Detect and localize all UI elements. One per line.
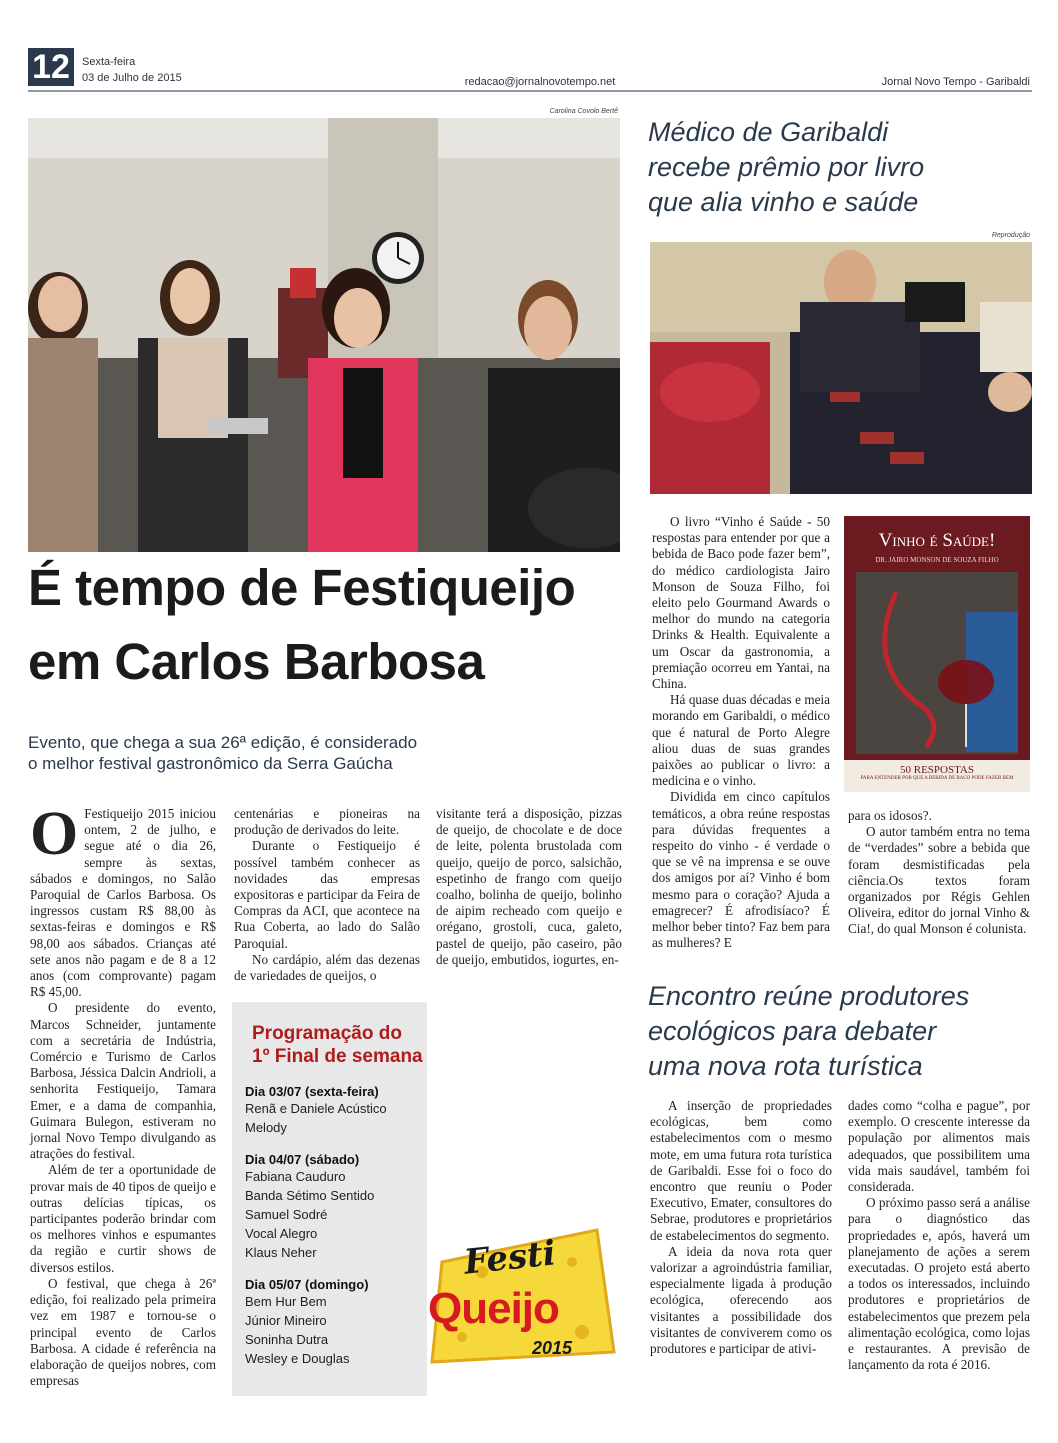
program-item: Renã e Daniele Acústico <box>245 1101 387 1116</box>
paragraph: No cardápio, além das dezenas de variedades de queijos, o <box>234 951 420 984</box>
paragraph: Dividida em cinco capítulos temáticos, a obra reúne respostas para dúvidas frequentes a respeito do vinho - é verdade o que se vê na imprensa e se ouve dos amigos por aí? Vinho é bom mesmo para o coração? Ajuda a emagrecer? É afrodisíaco? É melhor beber tinto? Faz bem para as mulheres? E <box>652 789 830 951</box>
article3-col1 <box>650 1098 832 1357</box>
paragraph: O próximo passo será a análise para o diagnóstico das propriedades e, após, haverá um planejamento de ações a serem executadas. O projeto está aberto a todos os interessados, incluindo produtores e proprietários de estabelecimentos que prezem pela alimentação ecológica, como lojas e restaurantes. A previsão de lançamento da rota é 2016. <box>848 1195 1030 1373</box>
program-box <box>232 1002 427 1396</box>
paragraph: O presidente do evento, Marcos Schneider, juntamente com a secretária de Indústria, Comércio e Turismo de Carlos Barbosa, Jéssica Dalcin Andrioli, a senhorita Festiqueijo, Tamara Emer, e a dama de companhia, Guimara Bulegon, estiveram no jornal Novo Tempo divulgando as atrações do festival. <box>30 1000 216 1162</box>
book-image <box>856 572 1018 754</box>
program-day: Dia 05/07 (domingo) <box>245 1277 369 1292</box>
article3-headline-line3: uma nova rota turística <box>648 1051 923 1081</box>
book-title: Vinho é Saúde! <box>878 530 996 551</box>
paragraph: Além de ter a oportunidade de provar mais de 40 tipos de queijo e outras delícias típicas, os participantes poderão brindar com os melhores vinhos e espumantes da região e curtir shows de diversos estilos. <box>30 1162 216 1275</box>
weekday: Sexta-feira <box>82 56 136 68</box>
main-headline-line2: em Carlos Barbosa <box>28 633 485 690</box>
doctor-signing-photo <box>650 242 1032 494</box>
date: 03 de Julho de 2015 <box>82 72 182 84</box>
newspaper-name: Jornal Novo Tempo - Garibaldi <box>881 76 1030 88</box>
page-number: 12 <box>28 48 74 86</box>
program-item: Bem Hur Bem <box>245 1294 327 1309</box>
article3-col2 <box>848 1098 1030 1373</box>
main-article-col2 <box>234 806 420 984</box>
program-title-line2: 1º Final de semana <box>252 1046 423 1067</box>
header-rule <box>28 90 1032 92</box>
article2-headline-line2: recebe prêmio por livro <box>648 152 925 182</box>
program-item: Klaus Neher <box>245 1245 317 1260</box>
drop-cap: O <box>30 800 79 868</box>
article3-headline-line1: Encontro reúne produtores <box>648 981 970 1011</box>
paragraph: dades como “colha e pague”, por exemplo. O crescente interesse da população por alimentos mais adequados, que possibilitem uma vida mais saudável, também foi considerada. <box>848 1098 1030 1195</box>
paragraph: para os idosos?. <box>848 808 932 823</box>
program-item: Júnior Mineiro <box>245 1313 327 1328</box>
main-article-col1 <box>30 800 216 1389</box>
paragraph: centenárias e pioneiras na produção de derivados do leite. <box>234 806 420 838</box>
book-bottom-subtitle: PARA ENTENDER POR QUE A BEBIDA DE BACO PODE FAZER BEM <box>860 776 1014 781</box>
book-author: DR. JAIRO MONSON DE SOUZA FILHO <box>875 556 999 564</box>
photo-credit: Reprodução <box>991 232 1030 239</box>
article3-headline-line2: ecológicos para debater <box>648 1016 937 1046</box>
main-subhead-line2: o melhor festival gastronômico da Serra Gaúcha <box>28 754 393 773</box>
paragraph: Durante o Festiqueijo é possível também conhecer as novidades das empresas expositoras e participar da Feira de Compras da ACI, que acontece na Rua Coberta, ao lado do Salão Paroquial. <box>234 838 420 951</box>
paragraph: Festiqueijo 2015 iniciou ontem, 2 de julho, e segue até o dia 26, sempre às sextas, sábados e domingos, no Salão Paroquial de Carlos Barbosa. Os ingressos custam R$ 88,00 às sextas-feiras e domingos e R$ 98,00 aos sábados. Crianças até sete anos não pagam e de 8 a 12 anos (com comprovante) pagam R$ 45,00. <box>30 806 216 1000</box>
photo-credit: Carolina Covolo Bertê <box>549 108 618 115</box>
festiqueijo-logo <box>422 1222 622 1382</box>
program-day: Dia 03/07 (sexta-feira) <box>245 1084 379 1099</box>
book-bottom-title: 50 RESPOSTAS <box>899 764 974 776</box>
main-subhead-line1: Evento, que chega a sua 26ª edição, é considerado <box>28 733 418 752</box>
book-cover <box>844 516 1030 792</box>
program-item: Vocal Alegro <box>245 1226 318 1241</box>
paragraph: A inserção de propriedades ecológicas, bem como estabelecimentos com o mesmo mote, em uma futura rota turística de Garibaldi. Esse foi o foco do encontro que reuniu o Poder Executivo, Emater, consultores do Sebrae, produtores e proprietários de estabelecimentos do segmento. <box>650 1098 832 1243</box>
main-article-col3 <box>436 806 622 968</box>
festiqueijo-photo <box>28 118 620 552</box>
paragraph: Há quase duas décadas e meia morando em Garibaldi, o médico que é natural de Porto Alegre aliou duas de suas grandes paixões ao publicar o livro: a medicina e o vinho. <box>652 692 830 789</box>
program-item: Banda Sétimo Sentido <box>245 1188 375 1203</box>
program-item: Melody <box>245 1120 287 1135</box>
email-link[interactable]: redacao@jornalnovotempo.net <box>464 76 616 88</box>
program-title-line1: Programação do <box>252 1023 402 1044</box>
program-day: Dia 04/07 (sábado) <box>245 1152 360 1167</box>
logo-year: 2015 <box>532 1338 573 1358</box>
paragraph: O festival, que chega à 26ª edição, foi realizado pela primeira vez em 1987 e tornou-se o principal evento de Carlos Barbosa. A cidade é referência na elaboração de queijos nobres, com empresas <box>30 1275 216 1389</box>
program-item: Samuel Sodré <box>245 1207 328 1222</box>
article2-col1 <box>652 514 830 951</box>
paragraph: visitante terá a disposição, pizzas de queijo, de chocolate e de doce de leite, polenta brustolada com queijo, queijo de porco, salsichão, espetinho de frango com queijo coalho, bolinha de queijo, bolinho de aipim recheado com queijo e orégano, grostoli, cuca, galeto, pastel de queijo, pão caseiro, pão de queijo, embutidos, iogurtes, en- <box>436 806 622 967</box>
program-item: Wesley e Douglas <box>245 1351 350 1366</box>
main-headline-line1: É tempo de Festiqueijo <box>28 559 576 616</box>
article2-headline-line1: Médico de Garibaldi <box>648 117 889 147</box>
paragraph: O livro “Vinho é Saúde - 50 respostas para entender por que a bebida de Baco pode fazer bem”, do médico cardiologista Jairo Monson de Souza Filho, foi eleito pelo Gourmand Awards o melhor do mundo na categoria Drinks & Health. Equivalente a um Oscar da gastronomia, a premiação ocorreu em Yantai, na China. <box>652 514 830 692</box>
program-item: Fabiana Cauduro <box>245 1169 346 1184</box>
program-item: Soninha Dutra <box>245 1332 329 1347</box>
paragraph: A ideia da nova rota quer valorizar a agroindústria familiar, especialmente ligada à produção ecológica, oferecendo aos visitantes a possibilidade dos visitantes de conviverem como os produtores e participar de ativi- <box>650 1243 832 1357</box>
article2-headline-line3: que alia vinho e saúde <box>648 187 919 217</box>
article2-col2 <box>848 808 1030 938</box>
paragraph: O autor também entra no tema de “verdades” sobre a bebida que foram desmistificadas pela ciência.Os textos foram organizados por Régis Gehlen Oliveira, editor do jornal Vinho & Cia!, do qual Monson é colunista. <box>848 824 1030 937</box>
logo-festi: Festi <box>462 1233 558 1283</box>
logo-queijo: Queijo <box>428 1284 559 1333</box>
